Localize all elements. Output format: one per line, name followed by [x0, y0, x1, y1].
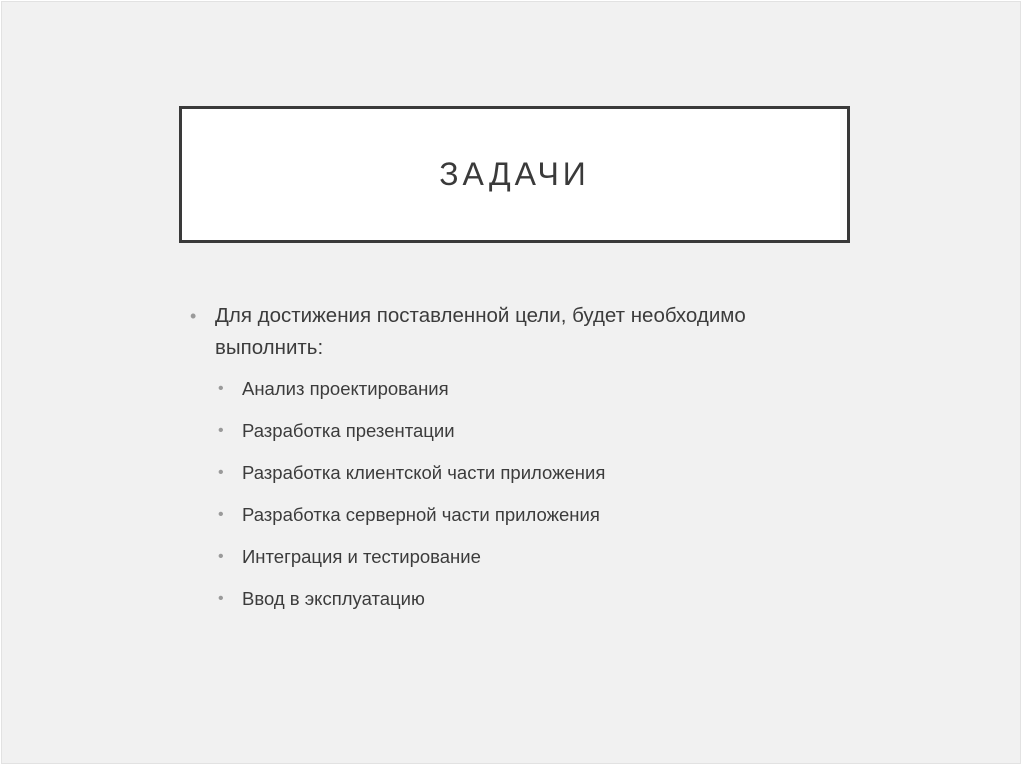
- intro-paragraph: [188, 300, 848, 364]
- task-text: Разработка презентации: [242, 420, 455, 441]
- bullet-icon: •: [218, 590, 224, 607]
- bullet-icon: •: [218, 422, 224, 439]
- list-item: [188, 418, 848, 444]
- task-text: Разработка клиентской части приложения: [242, 462, 606, 483]
- bullet-icon: •: [218, 548, 224, 565]
- list-item: [188, 544, 848, 570]
- slide-title: ЗАДАЧИ: [439, 156, 590, 192]
- slide: [1, 1, 1021, 764]
- task-text: Анализ проектирования: [242, 378, 449, 399]
- task-text: Ввод в эксплуатацию: [242, 588, 425, 609]
- list-item: [188, 460, 848, 486]
- title-box: [179, 106, 850, 243]
- bullet-icon: •: [218, 380, 224, 397]
- list-item: [188, 502, 848, 528]
- task-list: [188, 376, 848, 612]
- list-item: [188, 376, 848, 402]
- intro-text: Для достижения поставленной цели, будет необходимо выполнить:: [215, 304, 746, 359]
- bullet-icon: •: [190, 306, 197, 326]
- task-text: Разработка серверной части приложения: [242, 504, 600, 525]
- bullet-icon: •: [218, 506, 224, 523]
- bullet-icon: •: [218, 464, 224, 481]
- slide-content: [188, 300, 848, 628]
- task-text: Интеграция и тестирование: [242, 546, 481, 567]
- list-item: [188, 586, 848, 612]
